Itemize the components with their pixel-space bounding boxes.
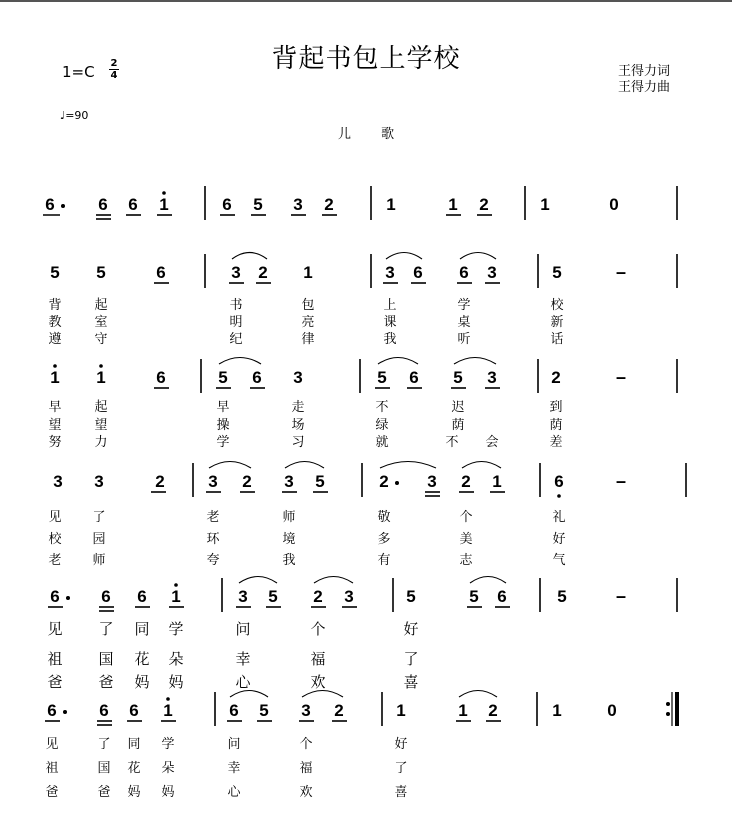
note-1-6: 5 — [253, 195, 263, 214]
slur — [232, 253, 267, 260]
composer: 王得力曲 — [618, 80, 671, 95]
lyric-syllable: 朵 — [161, 761, 175, 776]
lyric-syllable: 上 — [383, 298, 397, 313]
note-2-6: 1 — [303, 263, 313, 282]
note-4-8: 2 — [379, 472, 389, 491]
genre-label: 儿 歌 — [338, 127, 395, 142]
lyric-syllable: 校 — [550, 298, 564, 313]
slur — [462, 462, 501, 469]
note-6-5: 6 — [229, 701, 239, 720]
lyric-syllable: 就 — [375, 435, 389, 450]
slur — [380, 462, 436, 469]
lyric-syllable: 话 — [550, 332, 564, 347]
note-4-12: 6 — [554, 472, 564, 491]
note-1-7: 3 — [293, 195, 303, 214]
lyric-syllable: 个 — [299, 737, 313, 752]
note-1-8: 2 — [324, 195, 334, 214]
lyric-syllable: 明 — [229, 315, 243, 330]
note-6-7: 3 — [301, 701, 311, 720]
lyric-syllable: 了 — [92, 510, 106, 525]
lyric-syllable: 幸 — [235, 650, 251, 668]
lyric-syllable: 迟 — [451, 400, 465, 415]
lyric-syllable: 新 — [550, 315, 564, 330]
note-5-3: 6 — [137, 587, 147, 606]
lyric-syllable: 了 — [98, 620, 114, 638]
high-octave-dot — [53, 364, 57, 368]
lyric-syllable: 园 — [92, 532, 106, 547]
lyric-syllable: 心 — [235, 673, 251, 691]
lyric-syllable: 遵 — [48, 332, 62, 347]
note-3-6: 3 — [293, 368, 303, 387]
note-2-2: 5 — [96, 263, 106, 282]
high-octave-dot — [166, 697, 170, 701]
low-octave-dot — [557, 494, 561, 498]
note-3-3: 6 — [156, 368, 166, 387]
lyric-syllable: 境 — [282, 532, 296, 547]
lyric-syllable: 妈 — [161, 785, 175, 800]
lyric-syllable: 老 — [206, 510, 220, 525]
lyric-syllable: 见 — [48, 510, 62, 525]
lyric-syllable: 喜 — [403, 673, 419, 691]
lyric-syllable: 环 — [206, 532, 220, 547]
note-5-8: 3 — [344, 587, 354, 606]
note-6-9: 1 — [396, 701, 406, 720]
lyric-syllable: 力 — [94, 435, 108, 450]
note-5-9: 5 — [406, 587, 416, 606]
lyric-syllable: 好 — [403, 620, 419, 638]
lyric-syllable: 喜 — [394, 785, 408, 800]
note-2-8: 6 — [413, 263, 423, 282]
lyric-row-2-verse-2 — [0, 311, 732, 329]
slur — [386, 253, 422, 260]
lyric-syllable: 国 — [98, 650, 114, 668]
lyric-syllable: 望 — [48, 418, 62, 433]
lyric-syllable: 荫 — [549, 418, 563, 433]
note-4-4: 3 — [208, 472, 218, 491]
note-4-9: 3 — [427, 472, 437, 491]
lyric-syllable: 了 — [394, 761, 408, 776]
lyric-syllable: 习 — [291, 435, 305, 450]
note-3-1: 1 — [50, 368, 60, 387]
note-5-4: 1 — [171, 587, 181, 606]
lyric-syllable: 多 — [377, 532, 391, 547]
lyric-syllable: 课 — [383, 315, 397, 330]
lyric-syllable: 早 — [216, 400, 230, 415]
note-4-6: 3 — [284, 472, 294, 491]
note-4-1: 3 — [53, 472, 63, 491]
note-2-4: 3 — [231, 263, 241, 282]
lyric-syllable: 不 — [375, 400, 389, 415]
lyric-row-6-verse-1 — [0, 733, 732, 751]
lyric-syllable: 我 — [282, 553, 296, 568]
lyric-syllable: 爸 — [97, 785, 111, 800]
note-6-11: 2 — [488, 701, 498, 720]
note-1-2: 6 — [98, 195, 108, 214]
lyric-syllable: 问 — [235, 620, 251, 638]
lyric-syllable: 花 — [127, 761, 141, 776]
lyric-syllable: 欢 — [310, 673, 326, 691]
lyric-syllable: 望 — [94, 418, 108, 433]
note-5-7: 2 — [313, 587, 323, 606]
note-6-1: 6 — [47, 701, 57, 720]
lyric-syllable: 爸 — [47, 673, 63, 691]
lyric-syllable: 操 — [216, 418, 230, 433]
high-octave-dot — [99, 364, 103, 368]
note-3-9: 5 — [453, 368, 463, 387]
lyric-row-6-verse-3 — [0, 781, 732, 799]
note-6-6: 5 — [259, 701, 269, 720]
note-4-5: 2 — [242, 472, 252, 491]
lyric-syllable: 美 — [459, 532, 473, 547]
lyric-syllable: 场 — [291, 418, 305, 433]
lyric-syllable: 老 — [48, 553, 62, 568]
note-2-9: 6 — [459, 263, 469, 282]
lyric-syllable: 教 — [48, 315, 62, 330]
lyric-syllable: 花 — [134, 650, 150, 668]
note-3-7: 5 — [377, 368, 387, 387]
lyric-syllable: 个 — [310, 620, 326, 638]
lyric-row-2-verse-3 — [0, 328, 732, 346]
note-5-12: 5 — [557, 587, 567, 606]
lyric-row-3-verse-3 — [0, 431, 732, 449]
lyric-syllable: 师 — [92, 553, 106, 568]
slur — [219, 358, 261, 365]
note-6-3: 6 — [129, 701, 139, 720]
note-1-10: 1 — [448, 195, 458, 214]
time-signature-top: 2 — [110, 58, 118, 69]
note-3-8: 6 — [409, 368, 419, 387]
lyric-syllable: 妈 — [134, 673, 150, 691]
lyric-row-4-verse-3 — [0, 549, 732, 567]
lyric-syllable: 福 — [310, 650, 326, 668]
slur — [460, 253, 496, 260]
note-2-5: 2 — [258, 263, 268, 282]
lyricist: 王得力词 — [618, 64, 671, 79]
note-5-6: 5 — [268, 587, 278, 606]
lyric-syllable: 朵 — [168, 650, 184, 668]
lyric-syllable: 欢 — [299, 785, 313, 800]
lyric-syllable: 爸 — [98, 673, 114, 691]
lyric-syllable: 国 — [97, 761, 111, 776]
lyric-syllable: 书 — [229, 298, 243, 313]
lyric-syllable: 好 — [394, 737, 408, 752]
lyric-syllable: 差 — [549, 435, 563, 450]
lyric-syllable: 努 — [48, 435, 62, 450]
lyric-row-6-verse-2 — [0, 757, 732, 775]
lyric-syllable: 福 — [299, 761, 313, 776]
lyric-syllable: 背 — [48, 298, 62, 313]
lyric-row-2-verse-1 — [0, 294, 732, 312]
slur — [454, 358, 496, 365]
note-4-11: 1 — [492, 472, 502, 491]
note-5-11: 6 — [497, 587, 507, 606]
lyric-syllable: 有 — [377, 553, 391, 568]
note-6-8: 2 — [334, 701, 344, 720]
note-2-10: 3 — [487, 263, 497, 282]
lyric-syllable: 同 — [134, 620, 150, 638]
lyric-syllable: 桌 — [457, 315, 471, 330]
key-signature: 1=C — [62, 63, 95, 81]
lyric-syllable: 学 — [168, 620, 184, 638]
lyric-syllable: 幸 — [227, 761, 241, 776]
note-5-10: 5 — [469, 587, 479, 606]
note-6-13: 0 — [607, 701, 617, 720]
note-1-11: 2 — [479, 195, 489, 214]
lyric-row-5-verse-1 — [0, 618, 732, 636]
augmentation-dot — [63, 710, 67, 714]
note-4-10: 2 — [461, 472, 471, 491]
lyric-syllable: 师 — [282, 510, 296, 525]
lyric-syllable: 好 — [552, 532, 566, 547]
note-3-5: 6 — [252, 368, 262, 387]
slur — [459, 691, 497, 698]
song-title: 背起书包上学校 — [271, 44, 461, 74]
high-octave-dot — [174, 583, 178, 587]
note-1-5: 6 — [222, 195, 232, 214]
lyric-row-5-verse-2 — [0, 648, 732, 666]
lyric-syllable: 绿 — [375, 418, 389, 433]
note-2-11: 5 — [552, 263, 562, 282]
lyric-syllable: 守 — [94, 332, 108, 347]
lyric-syllable: 到 — [549, 400, 563, 415]
note-6-2: 6 — [99, 701, 109, 720]
lyric-syllable: 见 — [47, 620, 63, 638]
lyric-syllable: 问 — [227, 737, 241, 752]
repeat-dot — [666, 702, 670, 706]
augmentation-dot — [61, 204, 65, 208]
lyric-syllable: 学 — [457, 298, 471, 313]
note-6-4: 1 — [163, 701, 173, 720]
note-6-10: 1 — [458, 701, 468, 720]
lyric-syllable: 学 — [216, 435, 230, 450]
note-1-4: 1 — [159, 195, 169, 214]
note-4-2: 3 — [94, 472, 104, 491]
tempo-marking: ♩=90 — [60, 109, 89, 122]
lyric-syllable: 祖 — [45, 761, 59, 776]
note-1-1: 6 — [45, 195, 55, 214]
lyric-row-3-verse-1 — [0, 396, 732, 414]
lyric-syllable: 会 — [485, 435, 499, 450]
lyric-syllable: 不 — [445, 435, 459, 450]
lyric-syllable: 起 — [94, 400, 108, 415]
note-2-7: 3 — [385, 263, 395, 282]
note-2-1: 5 — [50, 263, 60, 282]
note-4-13: – — [615, 471, 627, 491]
slur — [378, 358, 418, 365]
lyric-syllable: 我 — [383, 332, 397, 347]
slur — [285, 462, 324, 469]
lyric-row-4-verse-1 — [0, 506, 732, 524]
note-1-9: 1 — [386, 195, 396, 214]
lyric-syllable: 妈 — [127, 785, 141, 800]
augmentation-dot — [395, 481, 399, 485]
lyric-syllable: 了 — [403, 650, 419, 668]
lyric-syllable: 爸 — [45, 785, 59, 800]
note-3-10: 3 — [487, 368, 497, 387]
final-thick-bar — [675, 692, 679, 726]
lyric-syllable: 志 — [459, 553, 473, 568]
note-1-13: 0 — [609, 195, 619, 214]
augmentation-dot — [66, 596, 70, 600]
note-3-11: 2 — [551, 368, 561, 387]
note-3-12: – — [615, 367, 627, 387]
lyric-syllable: 妈 — [168, 673, 184, 691]
lyric-syllable: 亮 — [301, 315, 315, 330]
repeat-dot — [666, 712, 670, 716]
lyric-syllable: 学 — [161, 737, 175, 752]
lyric-syllable: 了 — [97, 737, 111, 752]
note-3-2: 1 — [96, 368, 106, 387]
time-signature-bottom: 4 — [110, 70, 118, 81]
slur — [239, 577, 277, 584]
lyric-syllable: 礼 — [552, 510, 566, 525]
lyric-row-3-verse-2 — [0, 414, 732, 432]
lyric-syllable: 室 — [94, 315, 108, 330]
lyric-syllable: 纪 — [229, 332, 243, 347]
slur — [314, 577, 353, 584]
lyric-row-4-verse-2 — [0, 528, 732, 546]
lyric-row-5-verse-3 — [0, 671, 732, 689]
lyric-syllable: 敬 — [377, 510, 391, 525]
note-4-3: 2 — [155, 472, 165, 491]
lyric-syllable: 校 — [48, 532, 62, 547]
lyric-syllable: 起 — [94, 298, 108, 313]
lyric-syllable: 见 — [45, 737, 59, 752]
high-octave-dot — [162, 191, 166, 195]
lyric-syllable: 包 — [301, 298, 315, 313]
note-6-12: 1 — [552, 701, 562, 720]
lyric-syllable: 个 — [459, 510, 473, 525]
lyric-syllable: 祖 — [47, 650, 63, 668]
note-1-3: 6 — [128, 195, 138, 214]
note-3-4: 5 — [218, 368, 228, 387]
slur — [470, 577, 506, 584]
lyric-syllable: 律 — [301, 332, 315, 347]
lyric-syllable: 气 — [552, 553, 566, 568]
lyric-syllable: 听 — [457, 332, 471, 347]
lyric-syllable: 夸 — [206, 553, 220, 568]
note-5-1: 6 — [50, 587, 60, 606]
lyric-syllable: 心 — [227, 785, 241, 800]
slur — [209, 462, 251, 469]
lyric-syllable: 走 — [291, 400, 305, 415]
note-2-3: 6 — [156, 263, 166, 282]
note-2-12: – — [615, 262, 627, 282]
note-1-12: 1 — [540, 195, 550, 214]
note-4-7: 5 — [315, 472, 325, 491]
lyric-syllable: 早 — [48, 400, 62, 415]
lyric-syllable: 同 — [127, 737, 141, 752]
note-5-5: 3 — [238, 587, 248, 606]
lyric-syllable: 荫 — [451, 418, 465, 433]
note-5-2: 6 — [101, 587, 111, 606]
note-5-13: – — [615, 586, 627, 606]
